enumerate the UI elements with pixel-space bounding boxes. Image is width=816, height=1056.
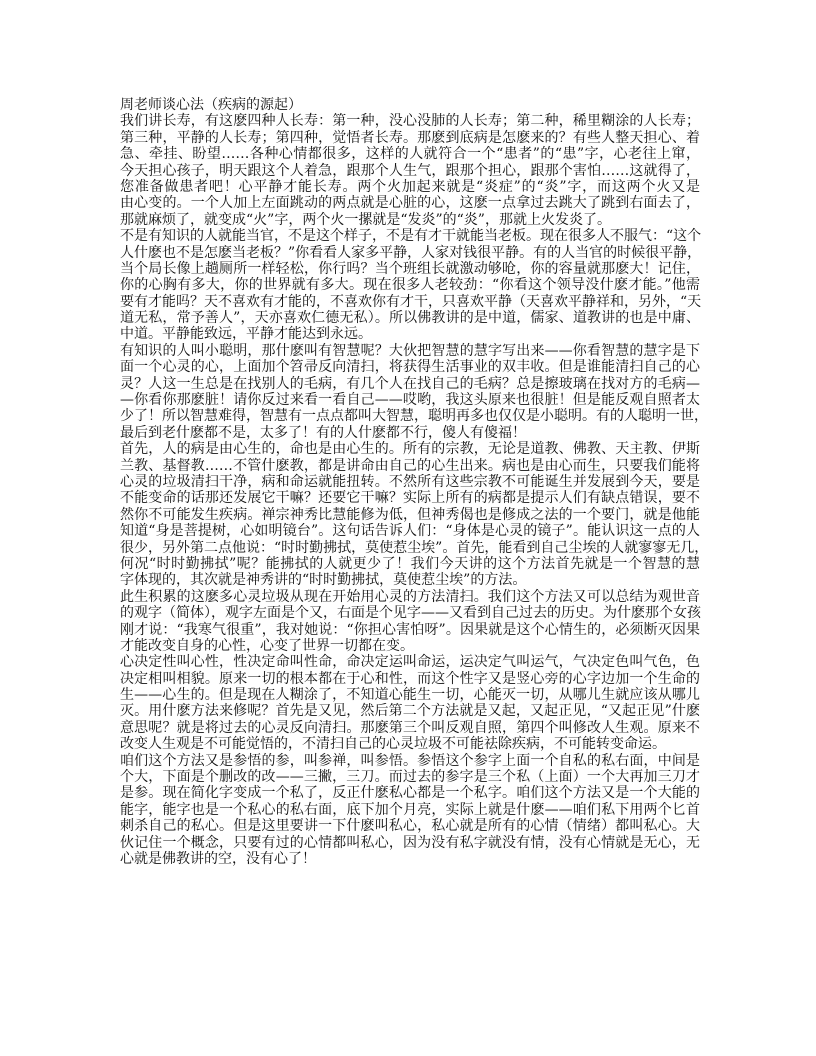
text-line: 心灵的垃圾清扫干净，病和命运就能扭转。不然所有这些宗教不可能诞生并发展到今天，要是 — [120, 473, 700, 490]
text-line: 中道。平静能致远，平静才能达到永远。 — [120, 326, 372, 343]
text-line: —你看你那麽脏！请你反过来看一看自己——哎哟，我这头原来也很脏！但是能反观自照者太 — [120, 392, 700, 409]
text-line: 灭。用什麽方法来修呢？首先是又见，然后第二个方法就是又起，又起正见，“又起正见”什麽 — [120, 703, 700, 720]
text-line: 急、牵挂、盼望……各种心情都很多，这样的人就符合一个“患者”的“患”字，心老往上窜， — [120, 146, 700, 163]
text-line: 最后到老什麽都不是，太多了！有的人什麽都不行，傻人有傻福！ — [120, 424, 526, 441]
paragraph — [120, 589, 700, 655]
text-line: 那就麻烦了，就变成“火”字，两个火一摞就是“发炎”的“炎”，那就上火发炎了。 — [120, 211, 611, 228]
text-line: 字体现的，其次就是神秀讲的“时时勤拂拭，莫使惹尘埃”的方法。 — [120, 572, 527, 589]
text-line: 兰教、基督教……不管什麽教，都是讲命由自己的心生出来。病也是由心而生，只要我们能将 — [120, 457, 700, 474]
text-line: 不是有知识的人就能当官，不是这个样子，不是有才干就能当老板。现在很多人不服气：“这个 — [120, 228, 702, 245]
text-line: 刚才说：“我寒气很重”，我对她说：“你担心害怕呀”。因果就是这个心情生的，必须断灭因果 — [120, 621, 700, 638]
paragraph — [120, 753, 700, 868]
paragraph — [120, 113, 700, 228]
text-line: 有知识的人叫小聪明，那什麽叫有智慧呢？大伙把智慧的慧字写出来——你看智慧的慧字是下 — [120, 342, 700, 359]
text-line: 你的心胸有多大，你的世界就有多大。现在很多人老较劲：“你看这个领导没什麽才能。”他需 — [120, 277, 700, 294]
text-line: 第三种，平静的人长寿；第四种，觉悟者长寿。那麽到底病是怎麽来的？有些人整天担心、着 — [120, 129, 700, 146]
text-line: 首先，人的病是由心生的，命也是由心生的。所有的宗教，无论是道教、佛教、天主教、伊斯 — [120, 441, 700, 458]
paragraph — [120, 441, 709, 589]
text-line: 您准备做患者吧！心平静才能长寿。两个火加起来就是“炎症”的“炎”字，而这两个火又是 — [120, 178, 700, 195]
document-body — [120, 97, 709, 867]
text-line: 改变人生观是不可能觉悟的，不清扫自己的心灵垃圾不可能祛除疾病，不可能转变命运。 — [120, 736, 666, 753]
paragraph — [120, 342, 708, 441]
text-line: 要有才能吗？天不喜欢有才能的，不喜欢你有才干，只喜欢平静（天喜欢平静祥和，另外，“天 — [120, 293, 702, 310]
text-line: 刺杀自己的私心。但是这里要讲一下什麽叫私心，私心就是所有的心情（情绪）都叫私心。大 — [120, 818, 700, 835]
text-line: 的观字（简体），观字左面是个又，右面是个见字——又看到自己过去的历史。为什麽那个女孩 — [120, 605, 701, 622]
document-title: 周老师谈心法（疾病的源起） — [120, 97, 302, 113]
text-line: 不能变命的话那还发展它干嘛？还要它干嘛？实际上所有的病都是提示人们有缺点错误，要不 — [120, 490, 700, 507]
text-line: 心就是佛教讲的空，没有心了！ — [120, 850, 316, 867]
text-line: 灵？人这一生总是在找别人的毛病，有几个人在找自己的毛病？总是擦玻璃在找对方的毛病— — [120, 375, 700, 392]
text-line: 生——心生的。但是现在人糊涂了，不知道心能生一切，心能灭一切，从哪儿生就应该从哪儿 — [120, 687, 700, 704]
text-line: 心决定性叫心性，性决定命叫性命，命决定运叫命运，运决定气叫运气，气决定色叫气色，色 — [120, 654, 700, 671]
text-line: 今天担心孩子，明天跟这个人着急，跟那个人生气，跟那个担心，跟那个害怕……这就得了， — [120, 162, 700, 179]
text-line: 知道“身是菩提树，心如明镜台”。这句话告诉人们：“身体是心灵的镜子”。能认识这一点的人 — [120, 523, 700, 540]
text-line: 人什麽也不是怎麽当老板？”你看看人家多平静，人家对钱很平静。有的人当官的时候很平静， — [120, 244, 702, 261]
text-line: 能字，能字也是一个私心的私右面，底下加个月亮，实际上就是什麽——咱们私下用两个匕首 — [120, 801, 700, 818]
text-line: 意思呢？就是将过去的心灵反向清扫。那麽第三个叫反观自照，第四个叫修改人生观。原来不 — [120, 719, 700, 736]
text-line: 才能改变自身的心性，心变了世界一切都在变。 — [120, 637, 414, 654]
text-line: 道无私，常予善人”，天亦喜欢仁德无私）。所以佛教讲的是中道，儒家、道教讲的也是中庸、 — [120, 310, 700, 327]
text-line: 此生积累的这麽多心灵垃圾从现在开始用心灵的方法清扫。我们这个方法又可以总结为观世音 — [120, 588, 700, 605]
text-line: 咱们这个方法又是参悟的参，叫参禅，叫参悟。参悟这个参字上面一个自私的私右面，中间是 — [120, 752, 700, 769]
text-line: 我们讲长寿，有这麽四种人长寿：第一种，没心没肺的人长寿；第二种，稀里糊涂的人长寿； — [120, 113, 700, 130]
text-line: 少了！所以智慧难得，智慧有一点点都叫大智慧，聪明再多也仅仅是小聪明。有的人聪明一世， — [120, 408, 708, 425]
text-line: 然你不可能发生疾病。禅宗神秀比慧能修为低，但神秀偈也是修成之法的一个要门，就是他能 — [120, 506, 700, 523]
text-line: 伙记住一个概念，只要有过的心情都叫私心，因为没有私字就没有情，没有心情就是无心，无 — [120, 834, 700, 851]
paragraph — [120, 228, 700, 343]
text-line: 当个局长像上趟厕所一样轻松，你行吗？当个班组长就激动够呛，你的容量就那麽大！记住， — [120, 260, 700, 277]
paragraph — [120, 654, 700, 752]
text-line: 面一个心灵的心，上面加个笤帚反向清扫，将获得生活事业的双丰收。但是谁能清扫自己的心 — [120, 359, 700, 376]
text-line: 由心变的。一个人加上左面跳动的两点就是心脏的心，这麽一点拿过去跳大了跳到右面去了， — [120, 195, 700, 212]
text-line: 是参。现在简化字变成一个私了，反正什麽私心都是一个私字。咱们这个方法又是一个大能的 — [120, 785, 700, 802]
text-line: 很少，另外第二点他说：“时时勤拂拭，莫使惹尘埃”。首先，能看到自己尘埃的人就寥寥无几， — [120, 539, 709, 556]
text-line: 个大，下面是个删改的改——三撇，三刀。而过去的参字是三个私（上面）一个大再加三刀才 — [120, 769, 700, 786]
text-line: 决定相叫相貌。原来一切的根本都在于心和性，而这个性字又是竖心旁的心字边加一个生命的 — [120, 670, 700, 687]
text-line: 何况“时时勤拂拭”呢？能拂拭的人就更少了！我们今天讲的这个方法首先就是一个智慧的慧 — [120, 555, 700, 572]
